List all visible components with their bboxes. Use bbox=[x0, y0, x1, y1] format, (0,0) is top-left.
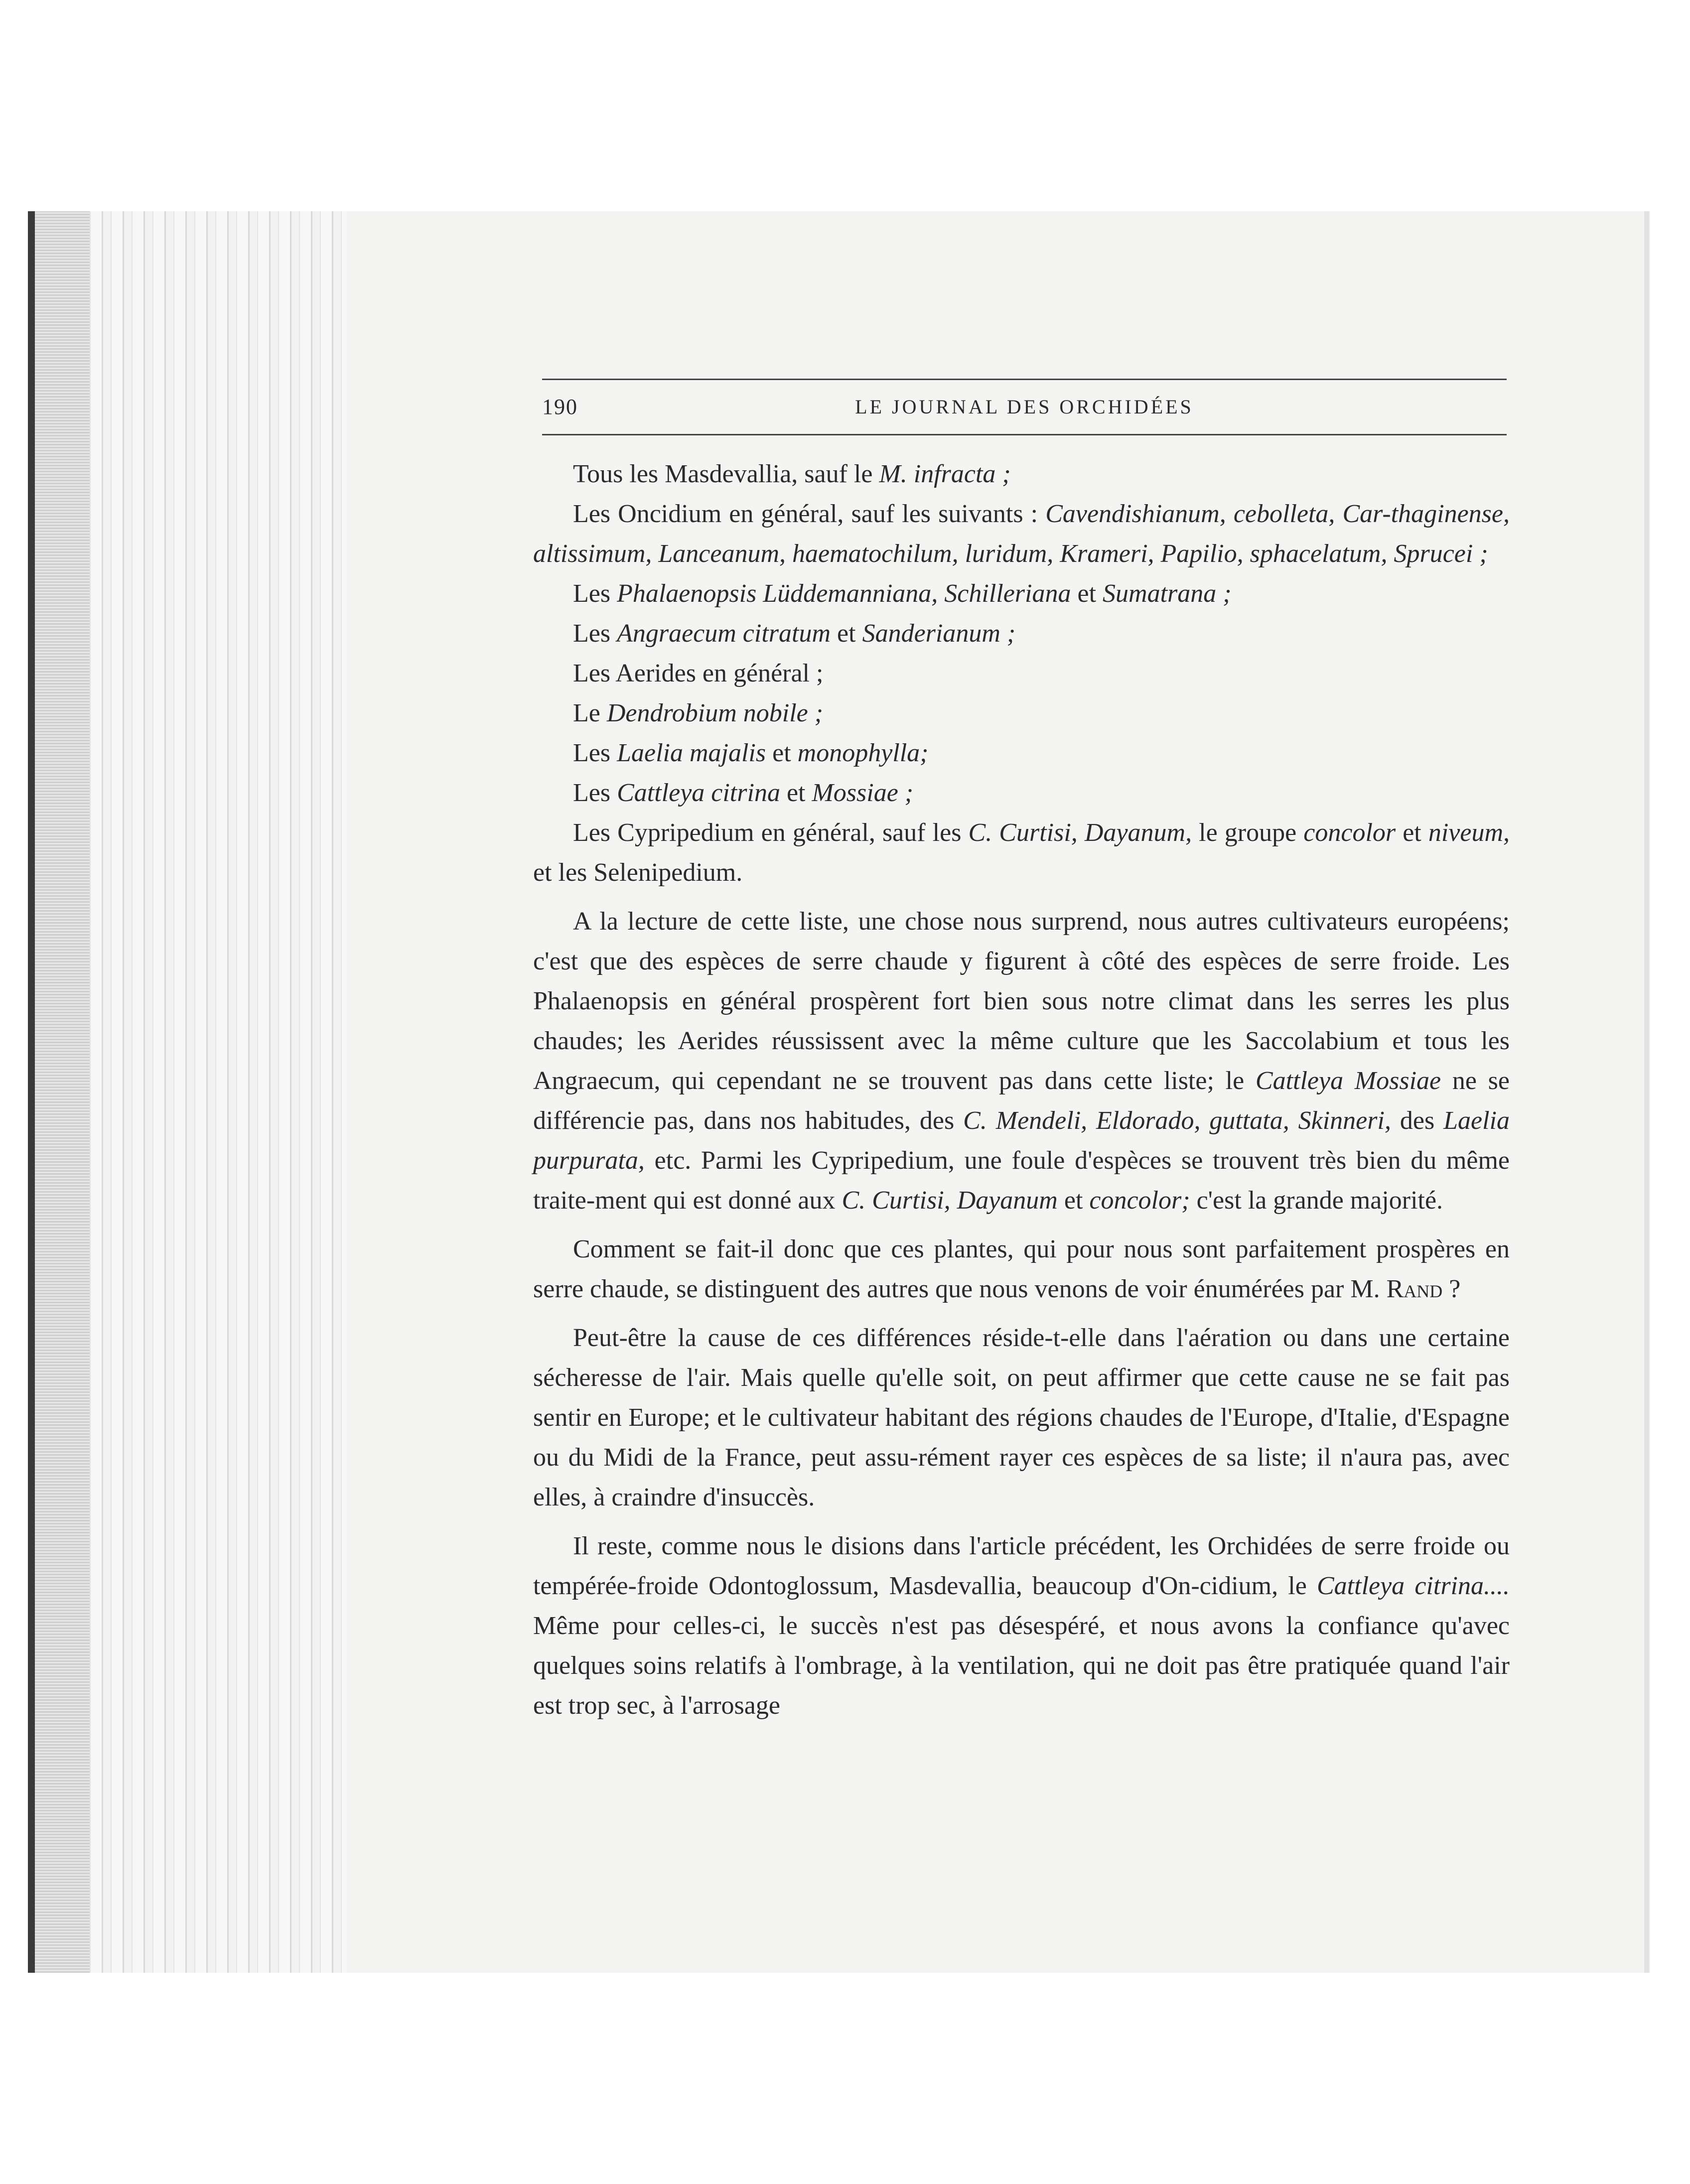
page-number: 190 bbox=[542, 395, 578, 419]
paragraph: A la lecture de cette liste, une chose nous surprend, nous autres cultivateurs européens; c'est que des espèces de serre chaude y figurent à côté des espèces de serre froide. Les Phalaenopsis en général prospèrent fort bien sous notre climat dans les serres les plus chaudes; les Aerides réussissent avec la même culture que les Saccolabium et tous les Angraecum, qui cependant ne se trouvent pas dans cette liste; le Cattleya Mossiae ne se différencie pas, dans nos habitudes, des C. Mendeli, Eldorado, guttata, Skinneri, des Laelia purpurata, etc. Parmi les Cypripedium, une foule d'espèces se trouvent très bien du même traite-ment qui est donné aux C. Curtisi, Dayanum et concolor; c'est la grande majorité. bbox=[533, 907, 1510, 1215]
page-right-edge bbox=[1644, 211, 1649, 1973]
list-item: Les Oncidium en général, sauf les suivants : Cavendishianum, cebolleta, Car-thaginense, altissimum, Lanceanum, haematochilum, luridum, Krameri, Papilio, sphacelatum, Sprucei ; bbox=[533, 500, 1510, 568]
list-item: Les Aerides en général ; bbox=[573, 659, 824, 687]
list-item: Tous les Masdevallia, sauf le M. infracta ; bbox=[573, 460, 1011, 488]
paragraph: Peut-être la cause de ces différences réside-t-elle dans l'aération ou dans une certaine sécheresse de l'air. Mais quelle qu'elle soit, on peut affirmer que cette cause ne se fait pas sentir en Europe; et le cultivateur habitant des régions chaudes de l'Europe, d'Italie, d'Espagne ou du Midi de la France, peut assu-rément rayer ces espèces de sa liste; il n'aura pas, avec elles, à craindre d'insuccès. bbox=[533, 1324, 1510, 1511]
list-item: Le Dendrobium nobile ; bbox=[573, 699, 824, 727]
list-item: Les Cypripedium en général, sauf les C. Curtisi, Dayanum, le groupe concolor et niveum, et les Selenipedium. bbox=[533, 819, 1510, 887]
paragraph: Il reste, comme nous le disions dans l'article précédent, les Orchidées de serre froide ou tempérée-froide Odontoglossum, Masdevallia, beaucoup d'On-cidium, le Cattleya citrina.... Même pour celles-ci, le succès n'est pas désespéré, et nous avons la confiance qu'avec quelques soins relatifs à l'ombrage, à la ventilation, qui ne doit pas être pratiquée quand l'air est trop sec, à l'arrosage bbox=[533, 1532, 1510, 1720]
list-item: Les Laelia majalis et monophylla; bbox=[573, 739, 929, 767]
list-item: Les Phalaenopsis Lüddemanniana, Schilleriana et Sumatrana ; bbox=[573, 579, 1232, 608]
paragraph: Comment se fait-il donc que ces plantes, qui pour nous sont parfaitement prospères en serre chaude, se distinguent des autres que nous venons de voir énumérées par M. Rand ? bbox=[533, 1235, 1510, 1303]
running-title: LE JOURNAL DES ORCHIDÉES bbox=[855, 396, 1194, 418]
book-binding-cloth bbox=[35, 211, 90, 1973]
list-item: Les Cattleya citrina et Mossiae ; bbox=[573, 779, 914, 807]
running-header bbox=[542, 379, 1507, 435]
scan-edge-shadow bbox=[28, 211, 35, 1973]
body-text bbox=[533, 454, 1510, 1726]
list-item: Les Angraecum citratum et Sanderianum ; bbox=[573, 619, 1016, 648]
